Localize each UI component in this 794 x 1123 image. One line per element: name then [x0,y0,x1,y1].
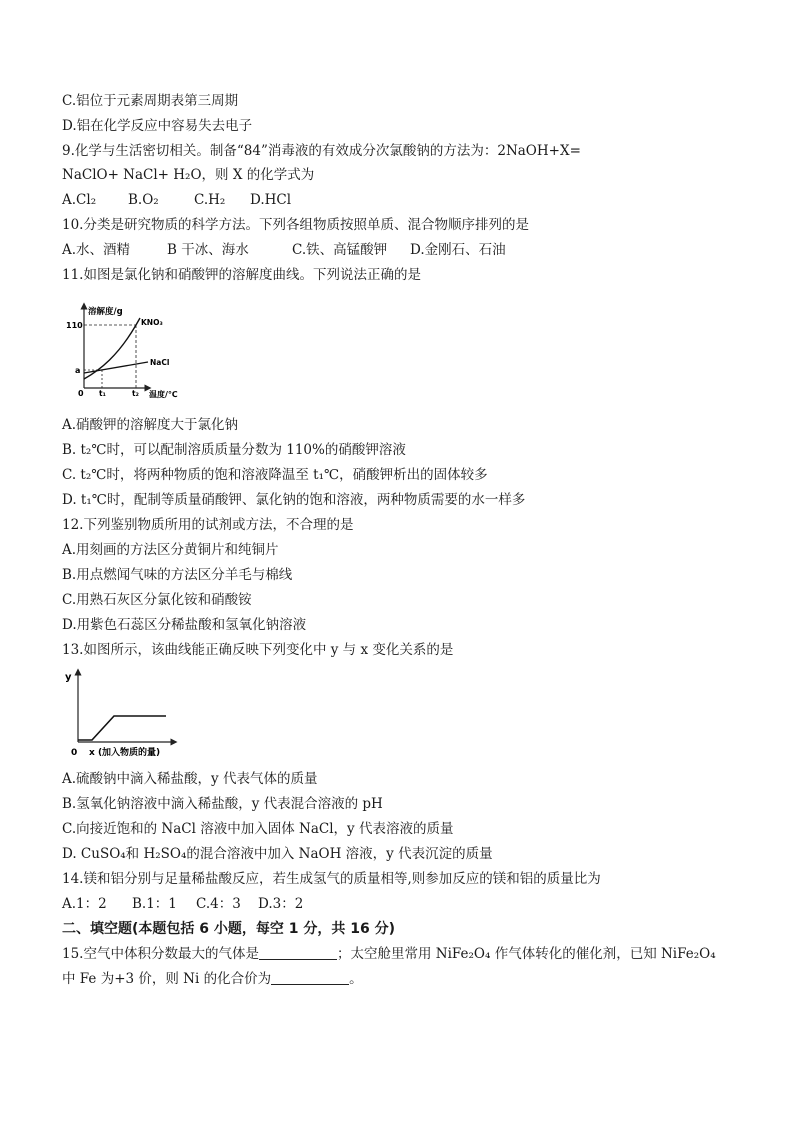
option-c: C.H₂ [194,192,226,208]
option-line: B. t₂℃时，可以配制溶质质量分数为 110%的硝酸钾溶液 [62,442,406,458]
option-b: B.O₂ [128,192,159,208]
question-10-options [62,241,506,259]
option-line: A.硫酸钠中滴入稀盐酸，y 代表气体的质量 [62,771,318,787]
option-d: D.HCl [250,192,292,208]
x-axis-label: 温度/℃ [149,390,178,399]
question-14-options [62,895,303,913]
option-line: D.用紫色石蕊区分稀盐酸和氢氧化钠溶液 [62,617,307,633]
t2-label: t₂ [132,389,139,398]
origin-label: 0 [78,389,84,398]
question-11-stem: 11.如图是氯化钠和硝酸钾的溶解度曲线。下列说法正确的是 [62,267,421,283]
nacl-label: NaCl [150,358,170,367]
question-15-text: ；太空舱里常用 NiFe₂O₄ 作气体转化的催化剂，已知 NiFe₂O₄ [336,946,716,962]
option-line: D. t₁℃时，配制等质量硝酸钾、氯化钠的饱和溶液，两种物质需要的水一样多 [62,492,526,508]
option-line: D.铝在化学反应中容易失去电子 [62,118,253,134]
question-15-line1 [62,945,716,963]
option-c: C.铁、高锰酸钾 [292,242,388,258]
option-b: B 干冰、海水 [167,242,249,258]
question-15-text: 。 [349,971,363,987]
question-9-stem: 9.化学与生活密切相关。制备“84”消毒液的有效成分次氯酸钠的方法为：2NaOH+X= [62,143,581,159]
option-c: C.4：3 [196,896,241,912]
option-line: C.用熟石灰区分氯化铵和硝酸铵 [62,592,252,608]
t1-label: t₁ [99,389,106,398]
question-14-stem: 14.镁和铝分别与足量稀盐酸反应，若生成氢气的质量相等,则参加反应的镁和铝的质量比为 [62,871,601,887]
y-axis-label: y [65,672,72,683]
question-12-stem: 12.下列鉴别物质所用的试剂或方法，不合理的是 [62,517,354,533]
option-line: D. CuSO₄和 H₂SO₄的混合溶液中加入 NaOH 溶液，y 代表沉淀的质量 [62,846,493,862]
option-line: A.用刻画的方法区分黄铜片和纯铜片 [62,542,279,558]
question-13-stem: 13.如图所示，该曲线能正确反映下列变化中 y 与 x 变化关系的是 [62,642,454,658]
option-d: D.金刚石、石油 [410,242,506,258]
y-tick-110: 110 [66,321,83,330]
question-9-stem-cont: NaClO+ NaCl+ H₂O，则 X 的化学式为 [62,167,315,183]
answer-blank[interactable] [259,945,337,960]
answer-blank[interactable] [271,970,349,985]
solubility-curve-figure [66,298,190,402]
curve [78,716,166,740]
option-line: B.用点燃闻气味的方法区分羊毛与棉线 [62,567,293,583]
option-a: A.1：2 [62,896,107,912]
question-10-stem: 10.分类是研究物质的科学方法。下列各组物质按照单质、混合物顺序排列的是 [62,217,529,233]
y-axis-label: 溶解度/g [88,307,123,317]
question-9-options [62,191,291,209]
option-line: C.向接近饱和的 NaCl 溶液中加入固体 NaCl，y 代表溶液的质量 [62,821,454,837]
question-15-line2 [62,970,363,988]
option-d: D.3：2 [258,896,304,912]
question-15-text: 中 Fe 为+3 价，则 Ni 的化合价为 [62,971,272,987]
option-line: C. t₂℃时，将两种物质的饱和溶液降温至 t₁℃，硝酸钾析出的固体较多 [62,467,488,483]
option-line: C.铝位于元素周期表第三周期 [62,93,239,109]
y-mark-a: a [75,366,81,375]
x-axis-label: x (加入物质的量) [89,748,161,758]
line-graph-figure [62,666,202,762]
option-a: A.Cl₂ [62,192,97,208]
option-line: A.硝酸钾的溶解度大于氯化钠 [62,417,239,433]
question-15-text: 15.空气中体积分数最大的气体是 [62,946,259,962]
option-line: B.氢氧化钠溶液中滴入稀盐酸，y 代表混合溶液的 pH [62,796,383,812]
option-b: B.1：1 [132,896,177,912]
section-heading: 二、填空题(本题包括 6 小题，每空 1 分，共 16 分) [62,921,396,937]
origin-label: 0 [71,748,78,758]
option-a: A.水、酒精 [62,242,131,258]
nacl-curve [84,362,148,373]
kno3-label: KNO₃ [141,318,163,327]
